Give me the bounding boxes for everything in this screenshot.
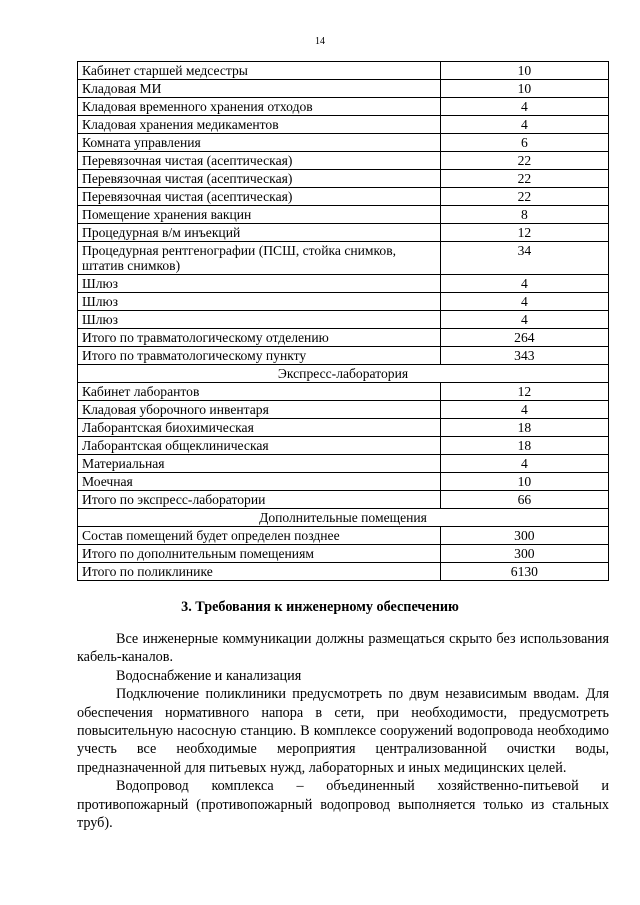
table-row	[78, 293, 609, 311]
room-name-cell: Материальная	[78, 455, 441, 473]
room-name-cell: Итого по поликлинике	[78, 563, 441, 581]
table-row	[78, 491, 609, 509]
room-name-cell: Кладовая уборочного инвентаря	[78, 401, 441, 419]
room-name-cell: Итого по травматологическому пункту	[78, 347, 441, 365]
room-name-cell: Шлюз	[78, 275, 441, 293]
table-row	[78, 545, 609, 563]
paragraph: Все инженерные коммуникации должны размещаться скрыто без использования кабель-каналов.	[77, 631, 609, 666]
room-area-cell: 12	[440, 224, 608, 242]
paragraph: Водопровод комплекса – объединенный хозяйственно-питьевой и противопожарный (противопожарный водопровод выполняется только из стальных труб).	[77, 778, 609, 832]
table-row	[78, 473, 609, 491]
room-area-cell: 18	[440, 437, 608, 455]
table-row	[78, 455, 609, 473]
table-row	[78, 383, 609, 401]
table-row	[78, 329, 609, 347]
paragraph: Подключение поликлиники предусмотреть по двум независимым вводам. Для обеспечения нормативного напора в сети, при необходимости, предусмотреть повысительную насосную станцию. В комплексе сооружений водопровода необходимо учесть все необходимые мероприятия централизованной очистки воды, предназначенной для питьевых нужд, лабораторных и иных медицинских целей.	[77, 686, 609, 776]
room-area-cell: 6130	[440, 563, 608, 581]
rooms-table-body	[78, 62, 609, 581]
room-area-cell: 8	[440, 206, 608, 224]
room-name-cell: Итого по дополнительным помещениям	[78, 545, 441, 563]
table-row	[78, 116, 609, 134]
room-area-cell: 34	[440, 242, 608, 275]
room-area-cell: 300	[440, 527, 608, 545]
table-row	[78, 224, 609, 242]
room-area-cell: 18	[440, 419, 608, 437]
room-name-cell: Помещение хранения вакцин	[78, 206, 441, 224]
table-row	[78, 347, 609, 365]
room-area-cell: 4	[440, 116, 608, 134]
room-name-cell: Кладовая хранения медикаментов	[78, 116, 441, 134]
room-area-cell: 10	[440, 473, 608, 491]
room-name-cell: Шлюз	[78, 311, 441, 329]
room-area-cell: 66	[440, 491, 608, 509]
room-area-cell: 6	[440, 134, 608, 152]
room-name-cell: Кабинет лаборантов	[78, 383, 441, 401]
room-area-cell: 10	[440, 62, 608, 80]
room-name-cell: Лаборантская общеклиническая	[78, 437, 441, 455]
room-area-cell: 4	[440, 293, 608, 311]
room-area-cell: 4	[440, 98, 608, 116]
room-area-cell: 4	[440, 275, 608, 293]
table-row	[78, 437, 609, 455]
room-name-cell: Перевязочная чистая (асептическая)	[78, 170, 441, 188]
room-name-cell: Итого по травматологическому отделению	[78, 329, 441, 347]
room-name-cell: Перевязочная чистая (асептическая)	[78, 188, 441, 206]
room-area-cell: 12	[440, 383, 608, 401]
table-row	[78, 98, 609, 116]
room-name-cell: Лаборантская биохимическая	[78, 419, 441, 437]
page-number: 14	[315, 36, 325, 47]
body-text	[77, 630, 609, 832]
room-area-cell: 343	[440, 347, 608, 365]
room-area-cell: 4	[440, 311, 608, 329]
paragraph: Водоснабжение и канализация	[116, 667, 302, 684]
table-row	[78, 563, 609, 581]
room-area-cell: 22	[440, 188, 608, 206]
room-name-cell: Кабинет старшей медсестры	[78, 62, 441, 80]
room-area-cell: 10	[440, 80, 608, 98]
room-area-cell: 22	[440, 152, 608, 170]
table-row	[78, 80, 609, 98]
room-area-cell: 4	[440, 455, 608, 473]
room-name-cell: Перевязочная чистая (асептическая)	[78, 152, 441, 170]
room-name-cell: Кладовая МИ	[78, 80, 441, 98]
room-name-cell: Процедурная в/м инъекций	[78, 224, 441, 242]
table-row	[78, 275, 609, 293]
room-name-cell: Итого по экспресс-лаборатории	[78, 491, 441, 509]
table-row	[78, 206, 609, 224]
table-row	[78, 419, 609, 437]
room-name-cell: Комната управления	[78, 134, 441, 152]
room-area-cell: 22	[440, 170, 608, 188]
room-name-cell: Кладовая временного хранения отходов	[78, 98, 441, 116]
section-row	[78, 365, 609, 383]
table-row	[78, 527, 609, 545]
table-row	[78, 170, 609, 188]
table-row	[78, 401, 609, 419]
table-row	[78, 152, 609, 170]
rooms-table	[77, 61, 609, 581]
table-row	[78, 134, 609, 152]
section-title: Дополнительные помещения	[78, 509, 609, 527]
room-name-cell: Шлюз	[78, 293, 441, 311]
table-row	[78, 311, 609, 329]
section-row	[78, 509, 609, 527]
room-area-cell: 300	[440, 545, 608, 563]
room-name-cell: Моечная	[78, 473, 441, 491]
table-row	[78, 188, 609, 206]
room-name-cell: Состав помещений будет определен позднее	[78, 527, 441, 545]
room-name-cell: Процедурная рентгенографии (ПСШ, стойка снимков, штатив снимков)	[78, 242, 441, 275]
table-row	[78, 242, 609, 275]
section-heading: 3. Требования к инженерному обеспечению	[181, 599, 459, 615]
section-title: Экспресс-лаборатория	[78, 365, 609, 383]
room-area-cell: 4	[440, 401, 608, 419]
room-area-cell: 264	[440, 329, 608, 347]
table-row	[78, 62, 609, 80]
